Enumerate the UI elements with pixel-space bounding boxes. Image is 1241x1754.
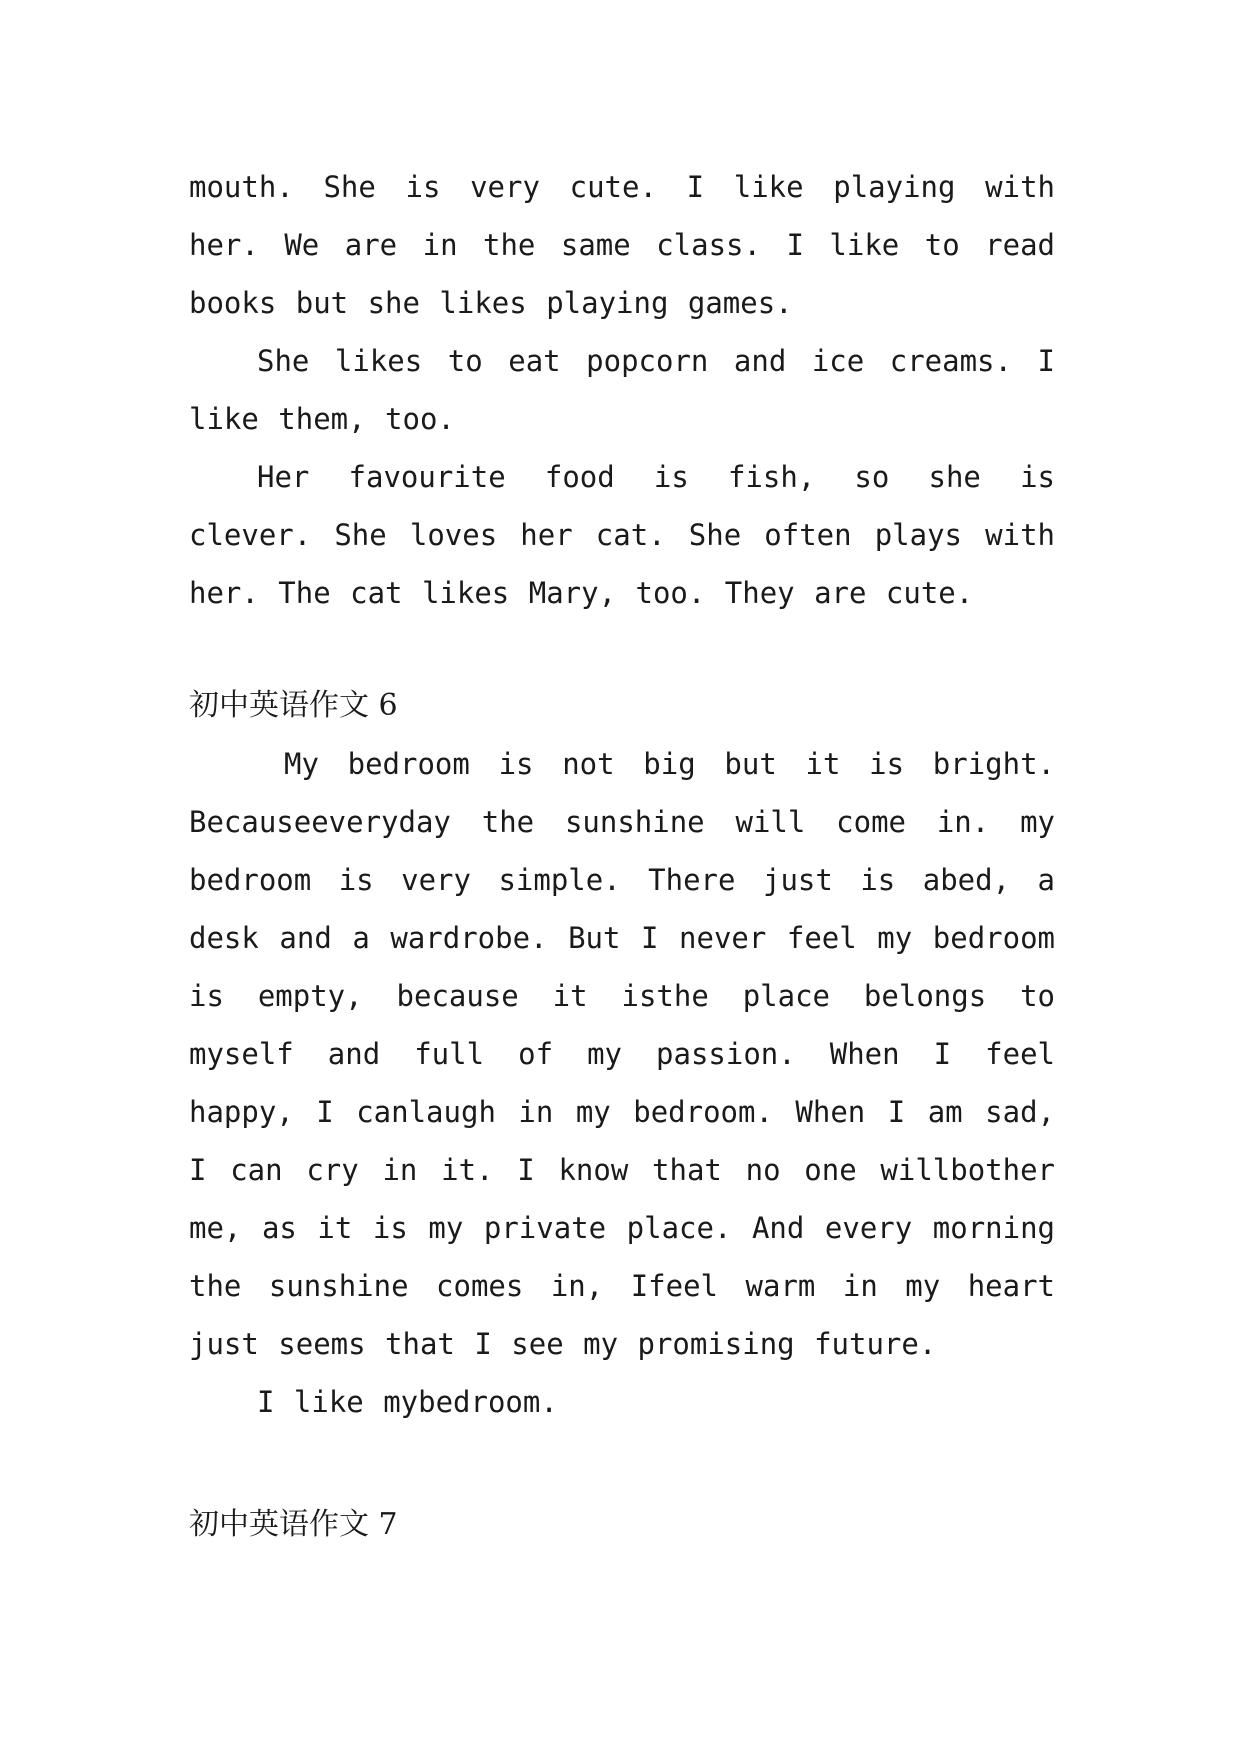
essay-6-body: [189, 735, 1055, 1431]
paragraph: mouth. She is very cute. I like playing with her. We are in the same class. I like to read books but she likes playing games.: [189, 170, 1055, 320]
paragraph: She likes to eat popcorn and ice creams. I like them, too.: [189, 344, 1055, 436]
paragraph: Her favourite food is fish, so she is clever. She loves her cat. She often plays with her. The cat likes Mary, too. They are cute.: [189, 460, 1055, 610]
paragraph: I like mybedroom.: [257, 1385, 558, 1419]
essay-7-heading: 初中英语作文 7: [189, 1507, 398, 1542]
previous-essay-body: [189, 158, 1055, 622]
essay-6-heading: 初中英语作文 6: [189, 688, 398, 723]
paragraph: My bedroom is not big but it is bright. Becauseeveryday the sunshine will come in. my bedroom is very simple. There just is abed, a desk and a wardrobe. But I never feel my bedroom is empty, because it isthe place belongs to myself and full of my passion. When I feel happy, I canlaugh in my bedroom. When I am sad, I can cry in it. I know that no one willbother me, as it is my private place. And every morning the sunshine comes in, Ifeel warm in my heart just seems that I see my promising future.: [189, 747, 1055, 1361]
